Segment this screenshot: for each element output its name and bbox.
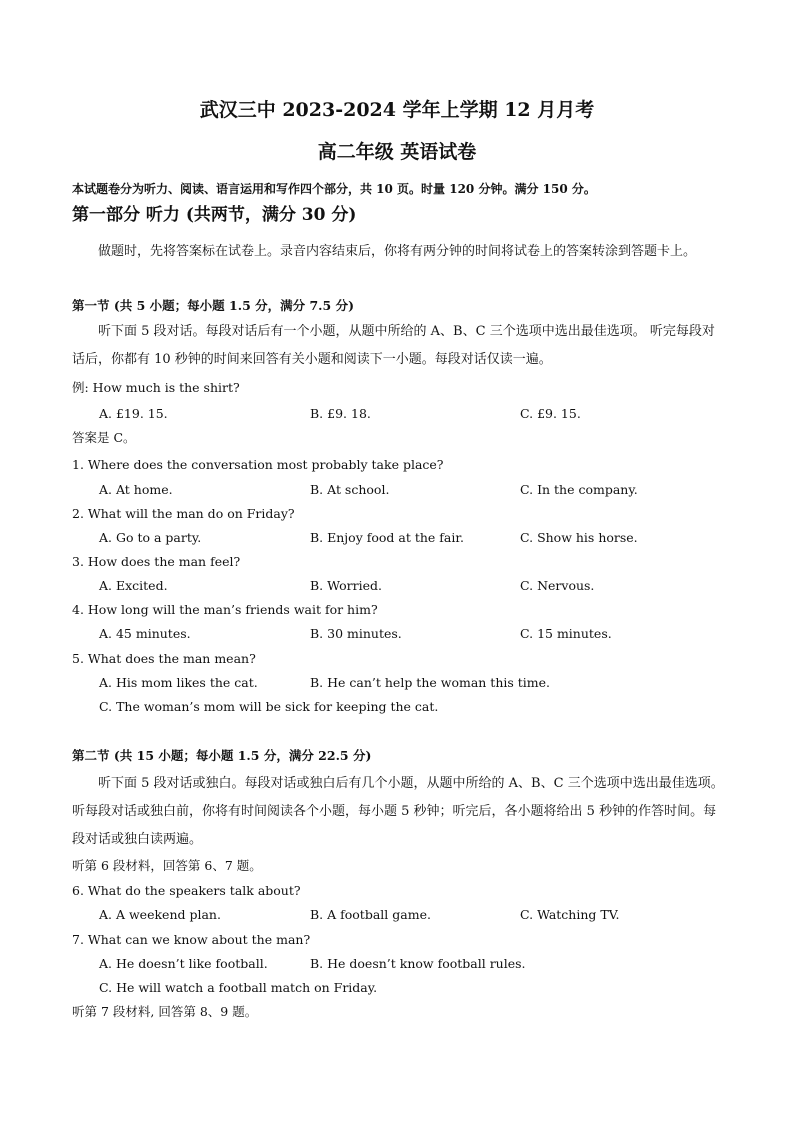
- material-7-note: 听第 7 段材料, 回答第 8、9 题。: [72, 1004, 258, 1019]
- question-7: 7. What can we know about the man?: [72, 932, 311, 947]
- question-5: 5. What does the man mean?: [72, 651, 256, 666]
- q3-option-a: A. Excited.: [99, 578, 168, 593]
- example-answer: 答案是 C。: [72, 430, 136, 445]
- q4-option-b: B. 30 minutes.: [310, 626, 402, 641]
- example-option-a: A. £19. 15.: [99, 406, 168, 421]
- q5-option-a: A. His mom likes the cat.: [99, 675, 258, 690]
- question-4: 4. How long will the man’s friends wait for him?: [72, 602, 378, 617]
- section1-instructions: 听下面 5 段对话。每段对话后有一个小题，从题中所给的 A、B、C 三个选项中选出最佳选项。 听完每段对话后，你都有 10 秒钟的时间来回答有关小题和阅读下一小题。每段对话仅读一遍。: [72, 324, 715, 367]
- q4-option-c: C. 15 minutes.: [520, 626, 612, 641]
- q7-option-b: B. He doesn’t know football rules.: [310, 956, 526, 971]
- exam-title: 武汉三中 2023-2024 学年上学期 12 月月考: [199, 99, 595, 121]
- material-6-note: 听第 6 段材料，回答第 6、7 题。: [72, 858, 262, 873]
- q7-option-a: A. He doesn’t like football.: [99, 956, 268, 971]
- part1-heading: 第一部分 听力 (共两节，满分 30 分): [72, 205, 357, 225]
- q6-option-b: B. A football game.: [310, 907, 431, 922]
- section2-heading: 第二节 (共 15 小题；每小题 1.5 分，满分 22.5 分): [72, 748, 372, 763]
- q3-option-b: B. Worried.: [310, 578, 382, 593]
- exam-subtitle: 高二年级 英语试卷: [317, 141, 477, 163]
- example-option-b: B. £9. 18.: [310, 406, 371, 421]
- q1-option-b: B. At school.: [310, 482, 390, 497]
- q3-option-c: C. Nervous.: [520, 578, 595, 593]
- q1-option-c: C. In the company.: [520, 482, 638, 497]
- q2-option-c: C. Show his horse.: [520, 530, 638, 545]
- q6-option-a: A. A weekend plan.: [99, 907, 221, 922]
- question-2: 2. What will the man do on Friday?: [72, 506, 295, 521]
- exam-intro: 本试题卷分为听力、阅读、语言运用和写作四个部分，共 10 页。时量 120 分钟。满分 150 分。: [72, 182, 596, 196]
- q6-option-c: C. Watching TV.: [520, 907, 620, 922]
- q5-option-c: C. The woman’s mom will be sick for keeping the cat.: [99, 699, 439, 714]
- question-1: 1. Where does the conversation most probably take place?: [72, 457, 444, 472]
- q2-option-a: A. Go to a party.: [99, 530, 202, 545]
- q7-option-c: C. He will watch a football match on Friday.: [99, 980, 378, 995]
- q4-option-a: A. 45 minutes.: [99, 626, 191, 641]
- example-option-c: C. £9. 15.: [520, 406, 581, 421]
- section1-heading: 第一节 (共 5 小题；每小题 1.5 分，满分 7.5 分): [72, 298, 354, 313]
- q1-option-a: A. At home.: [99, 482, 173, 497]
- question-3: 3. How does the man feel?: [72, 554, 241, 569]
- example-question: 例: How much is the shirt?: [72, 380, 240, 395]
- q2-option-b: B. Enjoy food at the fair.: [310, 530, 464, 545]
- q5-option-b: B. He can’t help the woman this time.: [310, 675, 551, 690]
- part1-instructions: 做题时，先将答案标在试卷上。录音内容结束后，你将有两分钟的时间将试卷上的答案转涂到答题卡上。: [98, 244, 697, 259]
- question-6: 6. What do the speakers talk about?: [72, 883, 301, 898]
- section2-instructions: 听下面 5 段对话或独白。每段对话或独白后有几个小题，从题中所给的 A、B、C 三个选项中选出最佳选项。听每段对话或独白前，你将有时间阅读各个小题，每小题 5 秒钟；听完后，各小题将给出 5 秒钟的作答时间。每段对话或独白读两遍。: [72, 776, 724, 847]
